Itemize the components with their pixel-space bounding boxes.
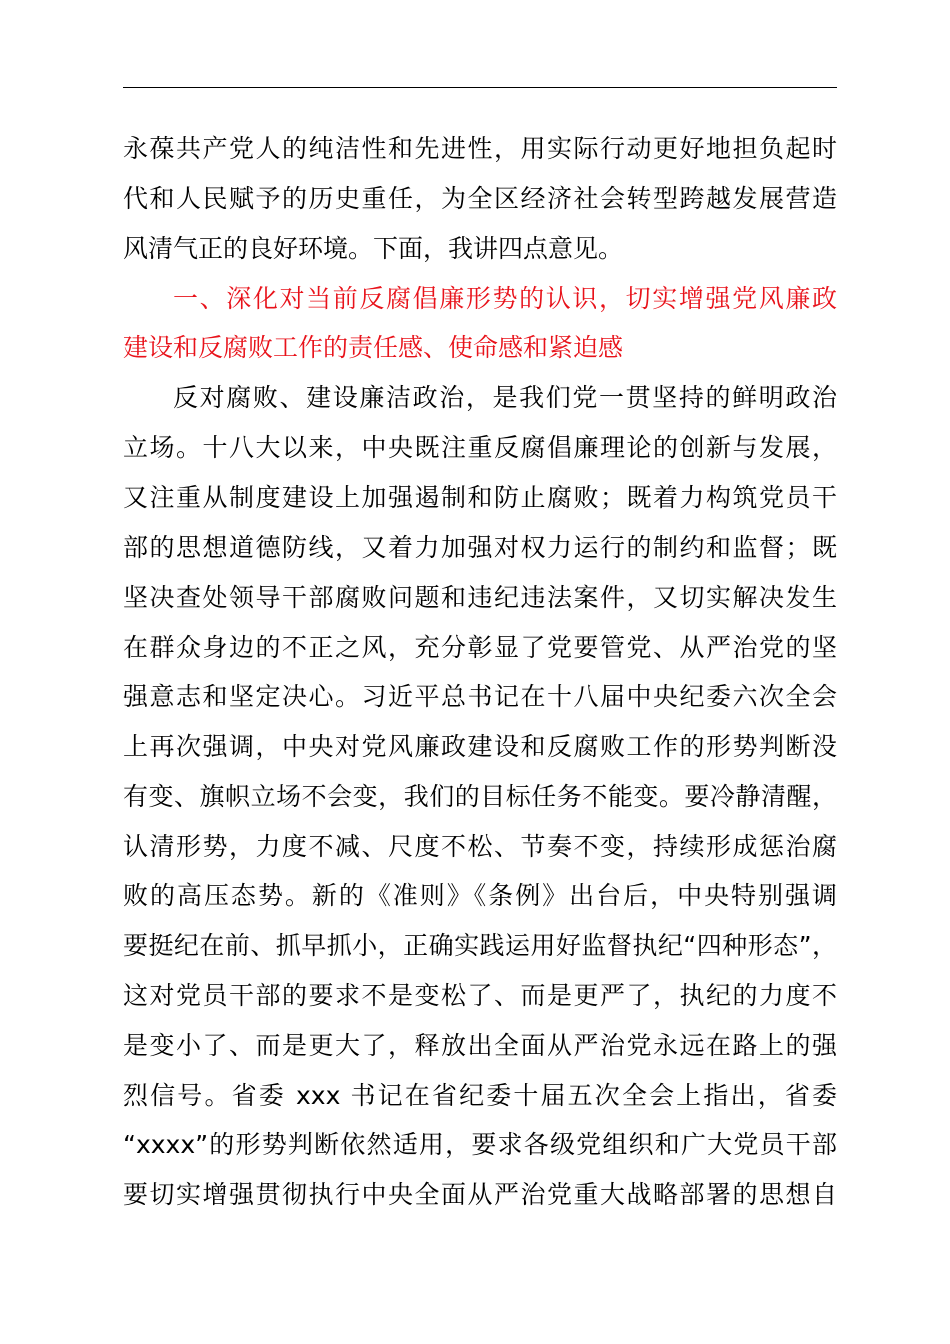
text-line: 在群众身边的不正之风，充分彰显了党要管党、从严治党的坚: [123, 633, 837, 662]
text-line: 败的高压态势。新的《准则》《条例》出台后，中央特别强调: [123, 881, 837, 910]
text-line: 有变、旗帜立场不会变，我们的目标任务不能变。要冷静清醒，: [123, 782, 837, 811]
text-line: 部的思想道德防线，又着力加强对权力运行的制约和监督；既: [123, 533, 837, 562]
text-line: 风清气正的良好环境。下面，我讲四点意见。: [123, 234, 624, 263]
text-line: 永葆共产党人的纯洁性和先进性，用实际行动更好地担负起时: [123, 134, 837, 163]
section-heading-line: 建设和反腐败工作的责任感、使命感和紧迫感: [123, 333, 624, 362]
text-line: 强意志和坚定决心。习近平总书记在十八届中央纪委六次全会: [123, 682, 837, 711]
section-heading-line: 一、深化对当前反腐倡廉形势的认识，切实增强党风廉政: [173, 284, 837, 313]
text-line: 认清形势，力度不减、尺度不松、节奏不变，持续形成惩治腐: [123, 832, 837, 861]
text-line: 烈信号。省委 xxx 书记在省纪委十届五次全会上指出，省委: [123, 1081, 837, 1110]
text-line: “xxxx”的形势判断依然适用，要求各级党组织和广大党员干部: [123, 1130, 837, 1159]
text-line: 要切实增强贯彻执行中央全面从严治党重大战略部署的思想自: [123, 1180, 837, 1209]
text-line: 代和人民赋予的历史重任，为全区经济社会转型跨越发展营造: [123, 184, 837, 213]
text-line: 反对腐败、建设廉洁政治，是我们党一贯坚持的鲜明政治: [173, 383, 837, 412]
text-line: 坚决查处领导干部腐败问题和违纪违法案件，又切实解决发生: [123, 583, 837, 612]
text-line: 立场。十八大以来，中央既注重反腐倡廉理论的创新与发展，: [123, 433, 837, 462]
text-line: 上再次强调，中央对党风廉政建设和反腐败工作的形势判断没: [123, 732, 837, 761]
text-line: 要挺纪在前、抓早抓小，正确实践运用好监督执纪“四种形态”，: [123, 931, 837, 960]
text-line: 这对党员干部的要求不是变松了、而是更严了，执纪的力度不: [123, 981, 837, 1010]
header-rule: [123, 87, 837, 88]
text-line: 是变小了、而是更大了，释放出全面从严治党永远在路上的强: [123, 1031, 837, 1060]
text-line: 又注重从制度建设上加强遏制和防止腐败；既着力构筑党员干: [123, 483, 837, 512]
